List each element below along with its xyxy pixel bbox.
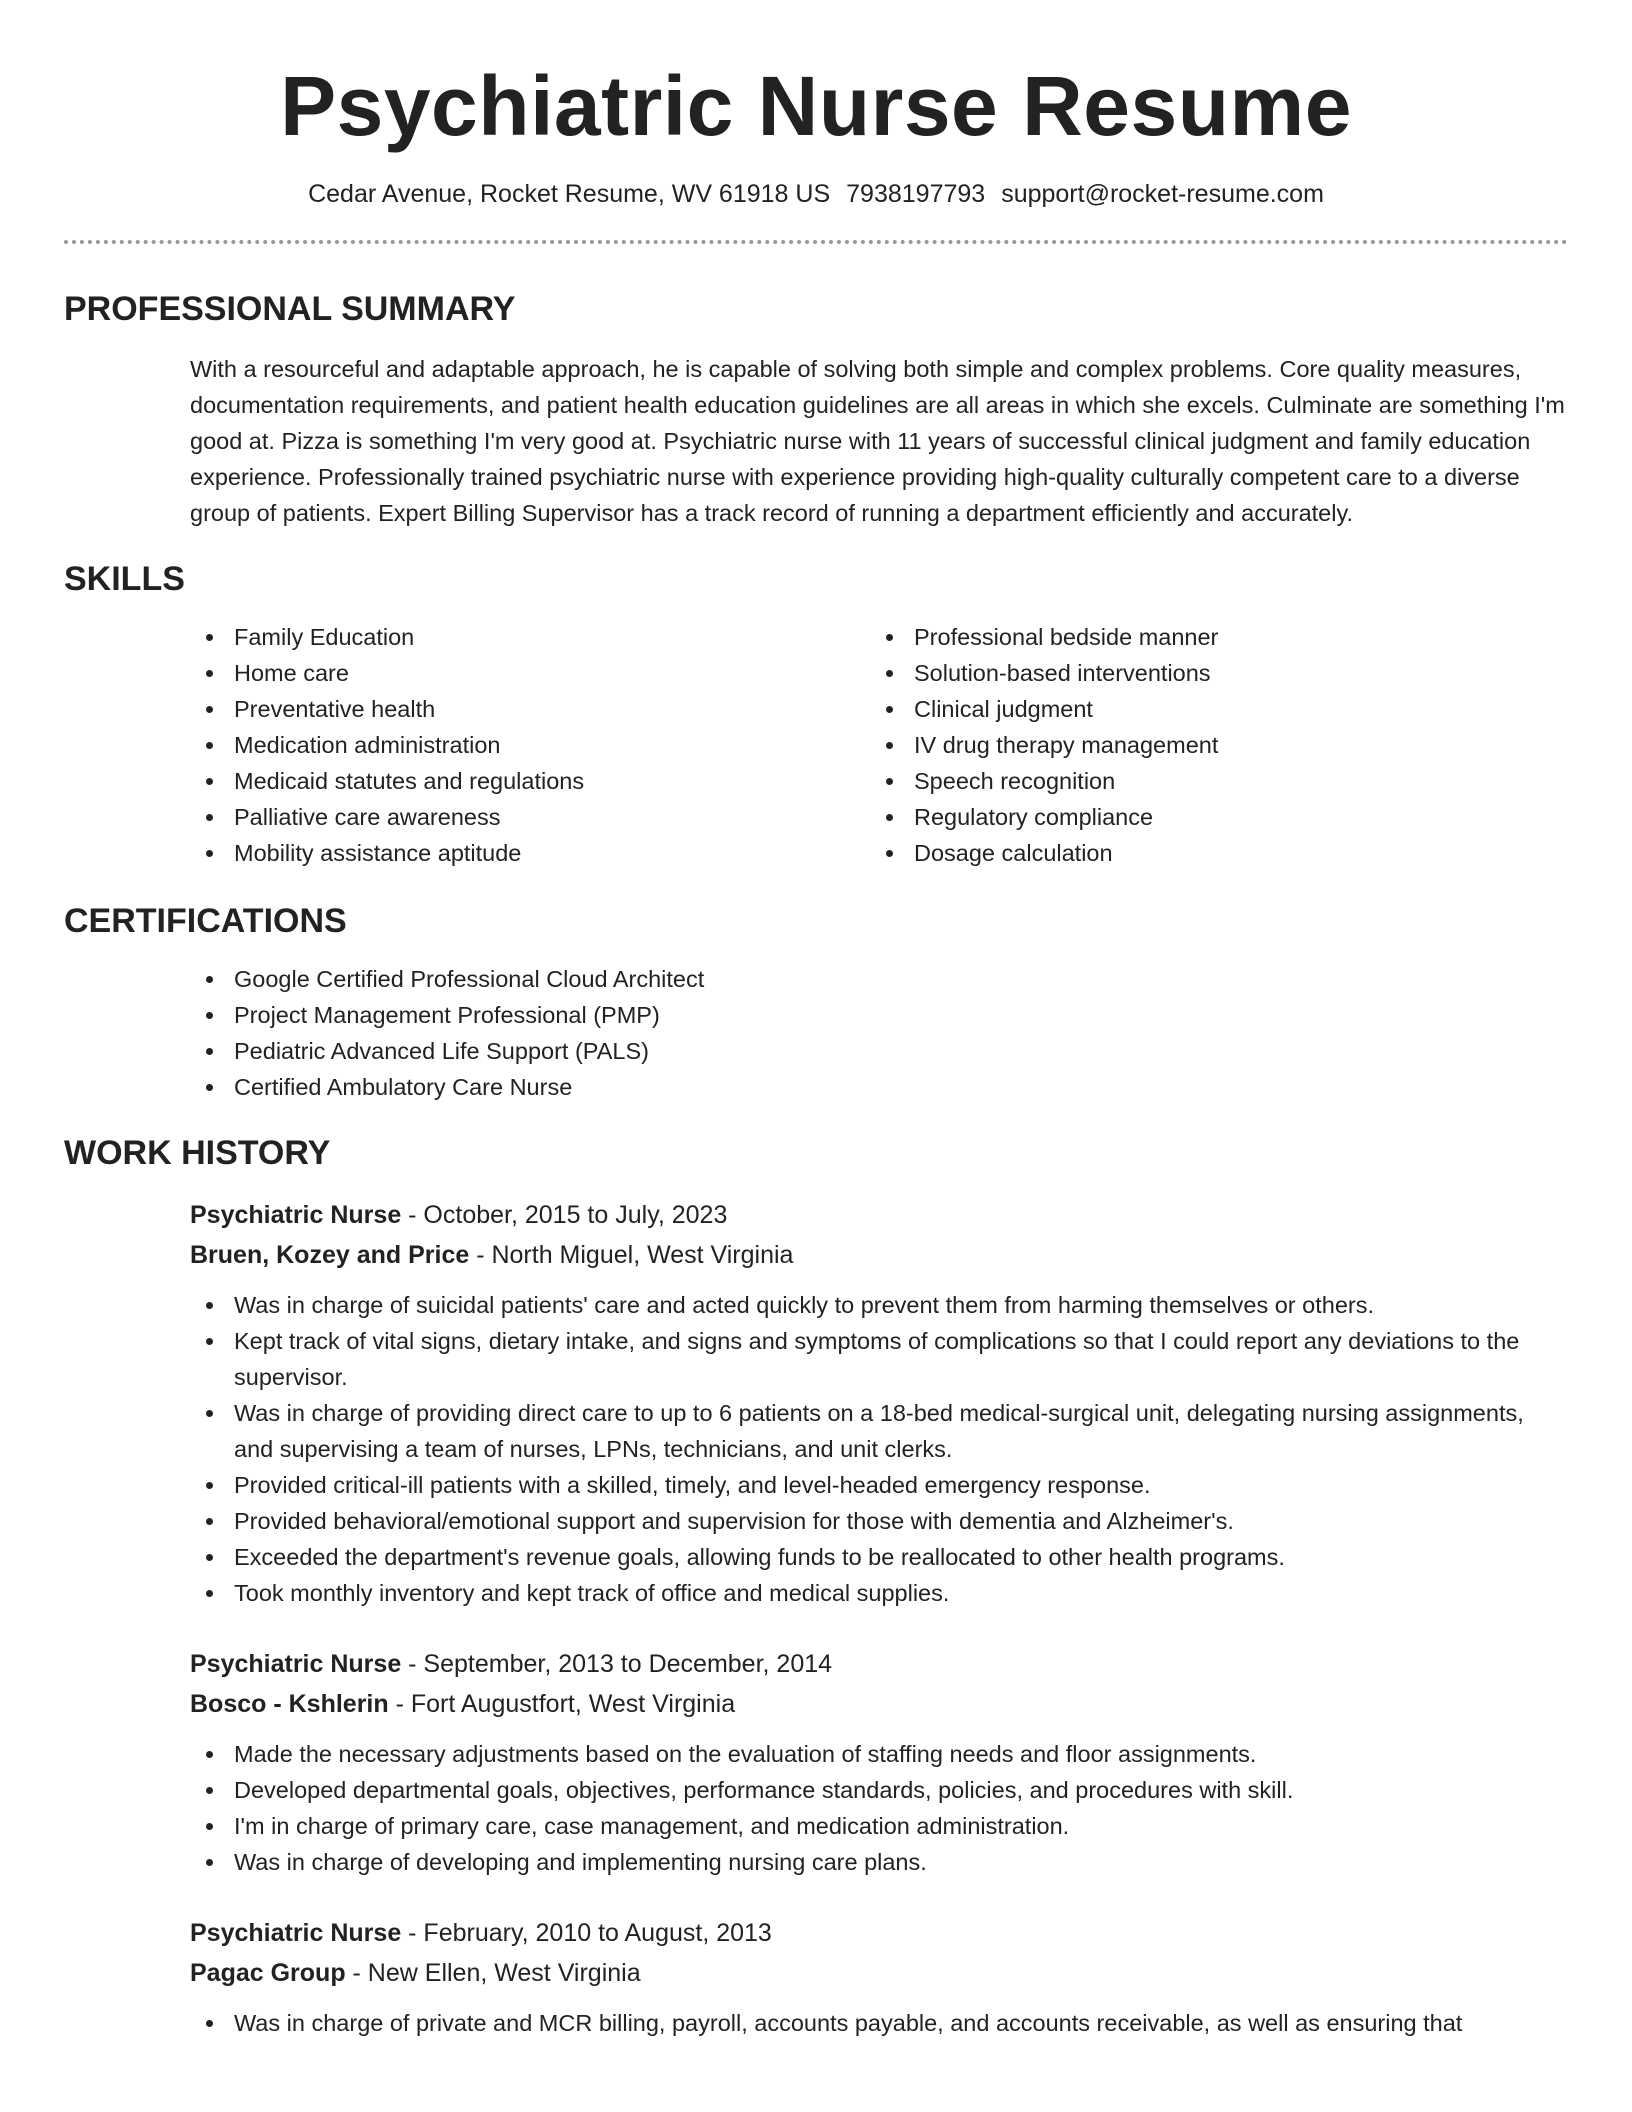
job-company: Bosco - Kshlerin xyxy=(190,1690,389,1718)
skill-item: Palliative care awareness xyxy=(190,799,870,835)
skill-item: IV drug therapy management xyxy=(870,727,1550,763)
skill-item: Regulatory compliance xyxy=(870,799,1550,835)
job-location: - New Ellen, West Virginia xyxy=(345,1959,641,1987)
job-bullet: Provided critical-ill patients with a skilled, timely, and level-headed emergency response. xyxy=(190,1467,1568,1503)
job-company: Bruen, Kozey and Price xyxy=(190,1241,470,1269)
job-bullet: Was in charge of suicidal patients' care and acted quickly to prevent them from harming themselves or others. xyxy=(190,1287,1568,1323)
job-bullet: Was in charge of private and MCR billing, payroll, accounts payable, and accounts receivable, as well as ensuring that xyxy=(190,2005,1568,2041)
contact-line xyxy=(64,178,1568,210)
resume-page xyxy=(64,0,1568,2041)
skill-item: Clinical judgment xyxy=(870,691,1550,727)
job-bullets xyxy=(190,2005,1568,2041)
skill-item: Speech recognition xyxy=(870,763,1550,799)
job-bullets xyxy=(190,1736,1568,1880)
job-bullet: Was in charge of providing direct care to up to 6 patients on a 18-bed medical-surgical unit, delegating nursing assignments, and supervising a team of nurses, LPNs, technicians, and unit clerks. xyxy=(190,1395,1568,1467)
skill-item: Solution-based interventions xyxy=(870,655,1550,691)
job-location: - North Miguel, West Virginia xyxy=(469,1241,794,1269)
skills-left-list xyxy=(190,619,870,871)
job-role: Psychiatric Nurse xyxy=(190,1650,402,1678)
resume-title: Psychiatric Nurse Resume xyxy=(280,59,1352,153)
skill-item: Mobility assistance aptitude xyxy=(190,835,870,871)
skill-item: Medicaid statutes and regulations xyxy=(190,763,870,799)
job-bullet: Developed departmental goals, objectives, performance standards, policies, and procedures with skill. xyxy=(190,1772,1568,1808)
job-bullet: Made the necessary adjustments based on the evaluation of staffing needs and floor assignments. xyxy=(190,1736,1568,1772)
job-bullet: Exceeded the department's revenue goals, allowing funds to be reallocated to other health programs. xyxy=(190,1539,1568,1575)
job-bullet: I'm in charge of primary care, case management, and medication administration. xyxy=(190,1808,1568,1844)
contact-phone: 7938197793 xyxy=(846,180,986,208)
certification-item: Project Management Professional (PMP) xyxy=(190,997,1568,1033)
job-bullet: Kept track of vital signs, dietary intake, and signs and symptoms of complications so that I could report any deviations to the supervisor. xyxy=(190,1323,1568,1395)
job-entry xyxy=(190,1913,1568,2041)
contact-address: Cedar Avenue, Rocket Resume, WV 61918 US xyxy=(308,180,831,208)
job-company: Pagac Group xyxy=(190,1959,346,1987)
skill-item: Preventative health xyxy=(190,691,870,727)
job-entry xyxy=(190,1644,1568,1880)
skill-item: Dosage calculation xyxy=(870,835,1550,871)
contact-email[interactable]: support@rocket-resume.com xyxy=(1001,180,1324,208)
certification-item: Pediatric Advanced Life Support (PALS) xyxy=(190,1033,1568,1069)
job-bullets xyxy=(190,1287,1568,1611)
skill-item: Medication administration xyxy=(190,727,870,763)
job-role: Psychiatric Nurse xyxy=(190,1919,402,1947)
header-divider xyxy=(64,240,1568,244)
job-company-line xyxy=(190,1953,1568,1993)
job-company-line xyxy=(190,1235,1568,1275)
job-location: - Fort Augustfort, West Virginia xyxy=(388,1690,736,1718)
job-entry xyxy=(190,1195,1568,1611)
job-dates: - October, 2015 to July, 2023 xyxy=(401,1201,728,1229)
job-role: Psychiatric Nurse xyxy=(190,1201,402,1229)
certifications-list xyxy=(190,961,1568,1105)
job-bullet: Was in charge of developing and implementing nursing care plans. xyxy=(190,1844,1568,1880)
summary-heading: PROFESSIONAL SUMMARY xyxy=(64,290,516,328)
job-bullet: Provided behavioral/emotional support and supervision for those with dementia and Alzheimer's. xyxy=(190,1503,1568,1539)
certification-item: Certified Ambulatory Care Nurse xyxy=(190,1069,1568,1105)
job-title-line xyxy=(190,1195,1568,1235)
skills-right-list xyxy=(870,619,1550,871)
job-dates: - September, 2013 to December, 2014 xyxy=(401,1650,833,1678)
skill-item: Professional bedside manner xyxy=(870,619,1550,655)
job-title-line xyxy=(190,1644,1568,1684)
skill-item: Home care xyxy=(190,655,870,691)
summary-text: With a resourceful and adaptable approach, he is capable of solving both simple and complex problems. Core quality measures, documentation requirements, and patient health education guidelines are all areas in which she excels. Culminate are something I'm good at. Pizza is something I'm very good at. Psychiatric nurse with 11 years of successful clinical judgment and family education experience. Professionally trained psychiatric nurse with experience providing high-quality culturally competent care to a diverse group of patients. Expert Billing Supervisor has a track record of running a department efficiently and accurately. xyxy=(190,356,1565,526)
job-dates: - February, 2010 to August, 2013 xyxy=(401,1919,772,1947)
job-title-line xyxy=(190,1913,1568,1953)
job-bullet: Took monthly inventory and kept track of office and medical supplies. xyxy=(190,1575,1568,1611)
skills-heading: SKILLS xyxy=(64,560,185,598)
job-company-line xyxy=(190,1684,1568,1724)
certifications-heading: CERTIFICATIONS xyxy=(64,902,347,940)
certification-item: Google Certified Professional Cloud Architect xyxy=(190,961,1568,997)
work-history-heading: WORK HISTORY xyxy=(64,1134,331,1172)
skill-item: Family Education xyxy=(190,619,870,655)
skills-grid xyxy=(190,619,1568,871)
